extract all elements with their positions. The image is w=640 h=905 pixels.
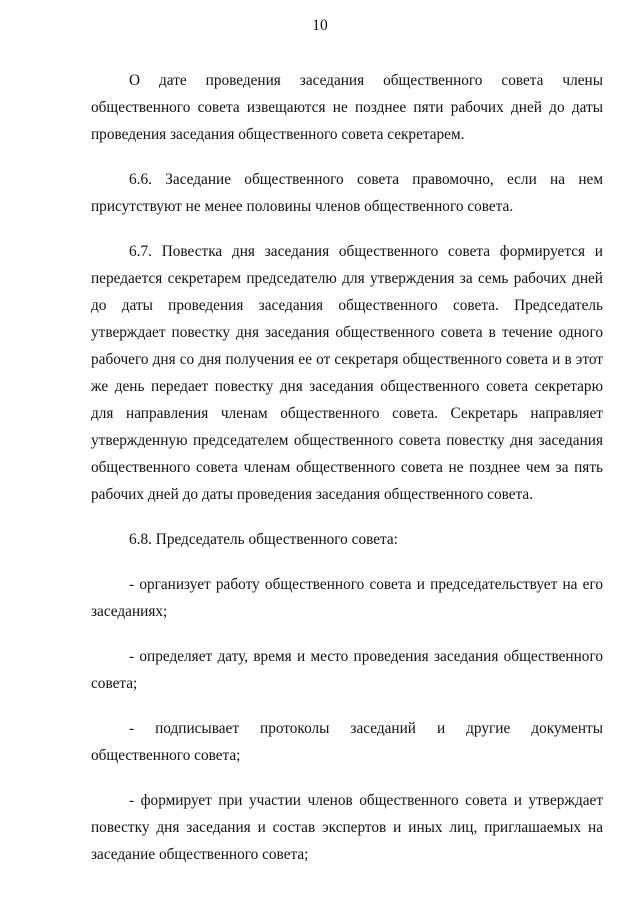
list-item-forms-agenda: - формирует при участии членов общественного совета и утверждает повестку дня заседания и состав экспертов и иных лиц, приглашаемых на заседание общественного совета; bbox=[91, 792, 603, 863]
list-item-sets-date: - определяет дату, время и место проведения заседания общественного совета; bbox=[91, 648, 603, 692]
paragraph-6-7-agenda: 6.7. Повестка дня заседания общественного совета формируется и передается секретарем председателю для утверждения за семь рабочих дней до даты проведения заседания общественного совета. Председатель утверждает повестку дня заседания общественного совета в течение одного рабочего дня со дня получения ее от секретаря общественного совета и в этот же день передает повестку дня заседания общественного совета секретарю для направления членам общественного совета. Секретарь направляет утвержденную председателем общественного совета повестку дня заседания общественного совета членам общественного совета не позднее чем за пять рабочих дней до даты проведения заседания общественного совета. bbox=[91, 243, 603, 503]
list-item-organizes-work: - организует работу общественного совета и председательствует на его заседаниях; bbox=[91, 576, 603, 620]
document-body bbox=[91, 67, 603, 886]
list-item-signs-protocols: - подписывает протоколы заседаний и другие документы общественного совета; bbox=[91, 720, 603, 764]
paragraph-6-6-quorum: 6.6. Заседание общественного совета правомочно, если на нем присутствуют не менее половины членов общественного совета. bbox=[91, 171, 603, 215]
page-number: 10 bbox=[312, 17, 328, 34]
paragraph-6-8-chairman: 6.8. Председатель общественного совета: bbox=[129, 531, 398, 548]
paragraph-meeting-notice: О дате проведения заседания общественного совета члены общественного совета извещаются не позднее пяти рабочих дней до даты проведения заседания общественного совета секретарем. bbox=[91, 72, 603, 143]
